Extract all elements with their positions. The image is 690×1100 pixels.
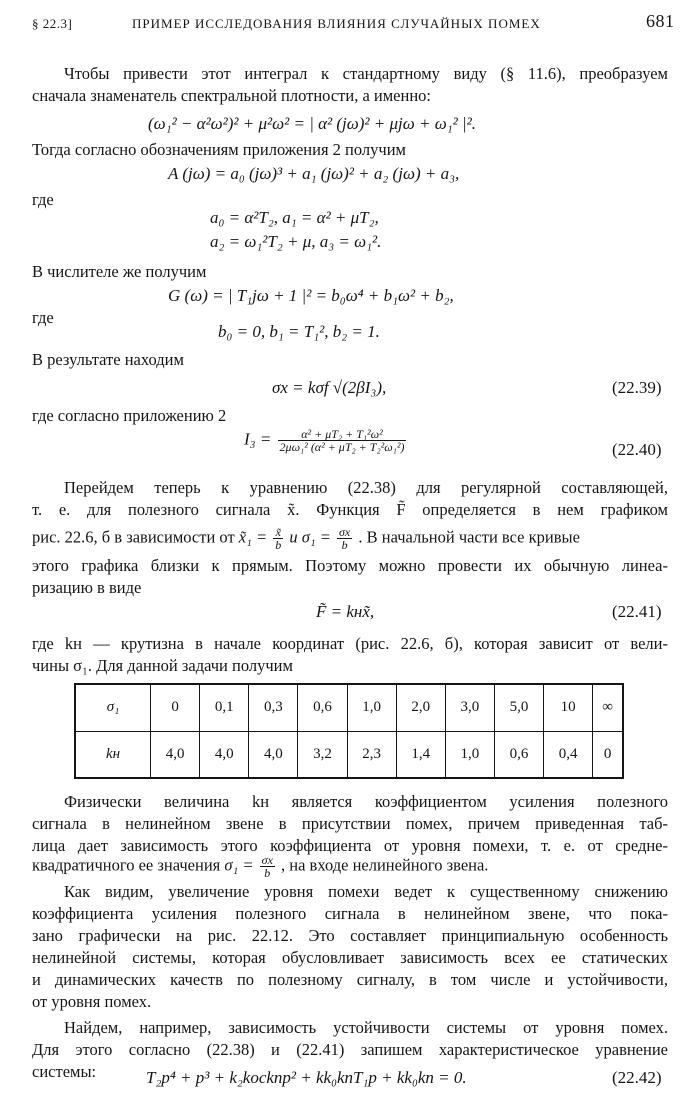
paragraph-line: коэффициента усиления полезного сигнала в нелинейном звене, что пока- bbox=[32, 904, 668, 923]
paragraph-text: , на входе нелинейного звена. bbox=[281, 855, 489, 875]
page-number: 681 bbox=[646, 11, 675, 31]
equation-i3 bbox=[244, 428, 408, 453]
table-cell: 0,4 bbox=[544, 731, 593, 778]
equation-a-jw: A (jω) = a₀ (jω)³ + a₁ (jω)² + a₂ (jω) + a₃, bbox=[168, 164, 460, 183]
paragraph-line: Перейдем теперь к уравнению (22.38) для регулярной составляющей, bbox=[64, 478, 668, 497]
fraction-numerator: x̃ bbox=[273, 526, 283, 539]
gain-table bbox=[74, 683, 624, 779]
equation-i3-denominator: 2μω₁² (α² + μT₂ + T₂²ω₁²) bbox=[279, 440, 405, 454]
table-cell: 10 bbox=[544, 684, 593, 731]
table-cell: 1,4 bbox=[396, 731, 445, 778]
equation-i3-lhs: I₃ = bbox=[244, 429, 272, 449]
equation-i3-numerator: α² + μT₂ + T₁²ω² bbox=[278, 428, 407, 441]
paragraph-line: нелинейной системы, которая обусловливает зависимость всех ее статических bbox=[32, 948, 668, 967]
equation-linearization: F̃ = kнx̃, bbox=[316, 602, 375, 621]
paragraph-line: В числителе же получим bbox=[32, 262, 207, 281]
table-cell: ∞ bbox=[593, 684, 623, 731]
paragraph-line: Тогда согласно обозначениям приложения 2 получим bbox=[32, 140, 406, 159]
paragraph-text: рис. 22.6, б в зависимости от bbox=[32, 527, 235, 547]
equation-g-omega: G (ω) = | T₁jω + 1 |² = b₀ω⁴ + b₁ω² + b₂, bbox=[168, 286, 454, 305]
equation-number: (22.39) bbox=[612, 378, 662, 397]
equation-coefficients-a1: a₀ = α²T₂, a₁ = α² + μT₂, bbox=[210, 208, 379, 227]
paragraph-line: сначала знаменатель спектральной плотности, а именно: bbox=[32, 86, 431, 105]
table-row-kn bbox=[75, 731, 623, 778]
paragraph-line: чины σ₁. Для данной задачи получим bbox=[32, 656, 293, 675]
table-cell: 4,0 bbox=[249, 731, 298, 778]
table-cell: 0 bbox=[151, 684, 200, 731]
table-cell: 3,0 bbox=[445, 684, 494, 731]
equation-i3-fraction bbox=[278, 428, 407, 453]
paragraph-text: . В начальной части все кривые bbox=[358, 527, 580, 547]
table-cell: 0,1 bbox=[200, 684, 249, 731]
fraction-numerator: σx bbox=[261, 853, 273, 867]
paragraph-line: этого графика близки к прямым. Поэтому можно провести их обычную линеа- bbox=[32, 556, 668, 575]
inline-fraction-sigma-over-b bbox=[337, 526, 352, 551]
paragraph-line: Как видим, увеличение уровня помехи ведет к существенному снижению bbox=[64, 882, 668, 901]
paragraph-line: Чтобы привести этот интеграл к стандартному виду (§ 11.6), преобразуем bbox=[64, 64, 668, 83]
inline-formula-sigma1: и σ₁ = bbox=[289, 527, 331, 547]
paragraph-line: где согласно приложению 2 bbox=[32, 406, 227, 425]
table-cell: 0,6 bbox=[494, 731, 543, 778]
paragraph-line: где bbox=[32, 308, 54, 327]
equation-coefficients-a2: a₂ = ω₁²T₂ + μ, a₃ = ω₁². bbox=[210, 232, 382, 251]
table-cell: 3,2 bbox=[298, 731, 347, 778]
equation-denominator: (ω₁² − α²ω²)² + μ²ω² = | α² (jω)² + μjω + ω₁² |². bbox=[148, 114, 477, 133]
table-cell: 0 bbox=[593, 731, 623, 778]
running-head-title: ПРИМЕР ИССЛЕДОВАНИЯ ВЛИЯНИЯ СЛУЧАЙНЫХ ПОМЕХ bbox=[132, 16, 541, 31]
paragraph-line: и динамических качеств по полезному сигналу, в том числе и устойчивости, bbox=[32, 970, 668, 989]
table-cell: 0,6 bbox=[298, 684, 347, 731]
running-head-section: § 22.3] bbox=[32, 16, 73, 31]
paragraph-text: квадратичного ее значения bbox=[32, 855, 221, 875]
equation-sigma-x: σx = kσf √(2βI₃), bbox=[272, 378, 387, 397]
table-cell: 2,0 bbox=[396, 684, 445, 731]
paragraph-line: В результате находим bbox=[32, 350, 184, 369]
inline-formula-sigma1: σ₁ = bbox=[224, 855, 254, 875]
table-cell: 1,0 bbox=[347, 684, 396, 731]
table-cell: 1,0 bbox=[445, 731, 494, 778]
paragraph-line: Найдем, например, зависимость устойчивости системы от уровня помех. bbox=[64, 1018, 668, 1037]
paragraph-line: т. е. для полезного сигнала x̃. Функция F̃ определяется в нем графиком bbox=[32, 500, 668, 519]
paragraph-line: где kн — крутизна в начале координат (рис. 22.6, б), которая зависит от вели- bbox=[32, 634, 668, 653]
fraction-denominator: b bbox=[341, 538, 348, 552]
table-row-sigma bbox=[75, 684, 623, 731]
paragraph-line-with-formula bbox=[32, 854, 488, 879]
equation-number: (22.40) bbox=[612, 440, 662, 459]
equation-number: (22.42) bbox=[612, 1068, 662, 1087]
paragraph-line: лица дает зависимость этого коэффициента от уровня помехи, т. е. от средне- bbox=[32, 836, 668, 855]
table-cell: 5,0 bbox=[494, 684, 543, 731]
paragraph-line: Для этого согласно (22.38) и (22.41) запишем характеристическое уравнение bbox=[32, 1040, 668, 1059]
paragraph-line: системы: bbox=[32, 1062, 97, 1081]
paragraph-line-with-formula bbox=[32, 526, 668, 551]
paragraph-line: от уровня помех. bbox=[32, 992, 152, 1011]
table-cell: 0,3 bbox=[249, 684, 298, 731]
table-row-header: σ₁ bbox=[75, 684, 151, 731]
equation-coefficients-b: b₀ = 0, b₁ = T₁², b₂ = 1. bbox=[218, 322, 380, 341]
inline-fraction-sigma-over-b bbox=[260, 854, 275, 879]
paragraph-line: ризацию в виде bbox=[32, 578, 142, 597]
equation-number: (22.41) bbox=[612, 602, 662, 621]
fraction-denominator: b bbox=[264, 866, 271, 880]
paragraph-line: зано графически на рис. 22.12. Это составляет принципиальную особенность bbox=[32, 926, 668, 945]
inline-formula-x1: x̃₁ = bbox=[238, 527, 268, 547]
table-cell: 4,0 bbox=[151, 731, 200, 778]
table-cell: 2,3 bbox=[347, 731, 396, 778]
equation-characteristic: T₂p⁴ + p³ + k₂kocknp² + kk₀knT₁p + kk₀kn = 0. bbox=[146, 1068, 467, 1087]
fraction-numerator: σx bbox=[339, 525, 351, 539]
fraction-denominator: b bbox=[275, 538, 282, 552]
paragraph-line: сигнала в нелинейном звене в присутствии помех, причем приведенная таб- bbox=[32, 814, 668, 833]
inline-fraction-x-over-b bbox=[273, 526, 283, 551]
paragraph-line: Физически величина kн является коэффициентом усиления полезного bbox=[64, 792, 668, 811]
table-row-header: kн bbox=[75, 731, 151, 778]
paragraph-line: где bbox=[32, 190, 54, 209]
table-cell: 4,0 bbox=[200, 731, 249, 778]
